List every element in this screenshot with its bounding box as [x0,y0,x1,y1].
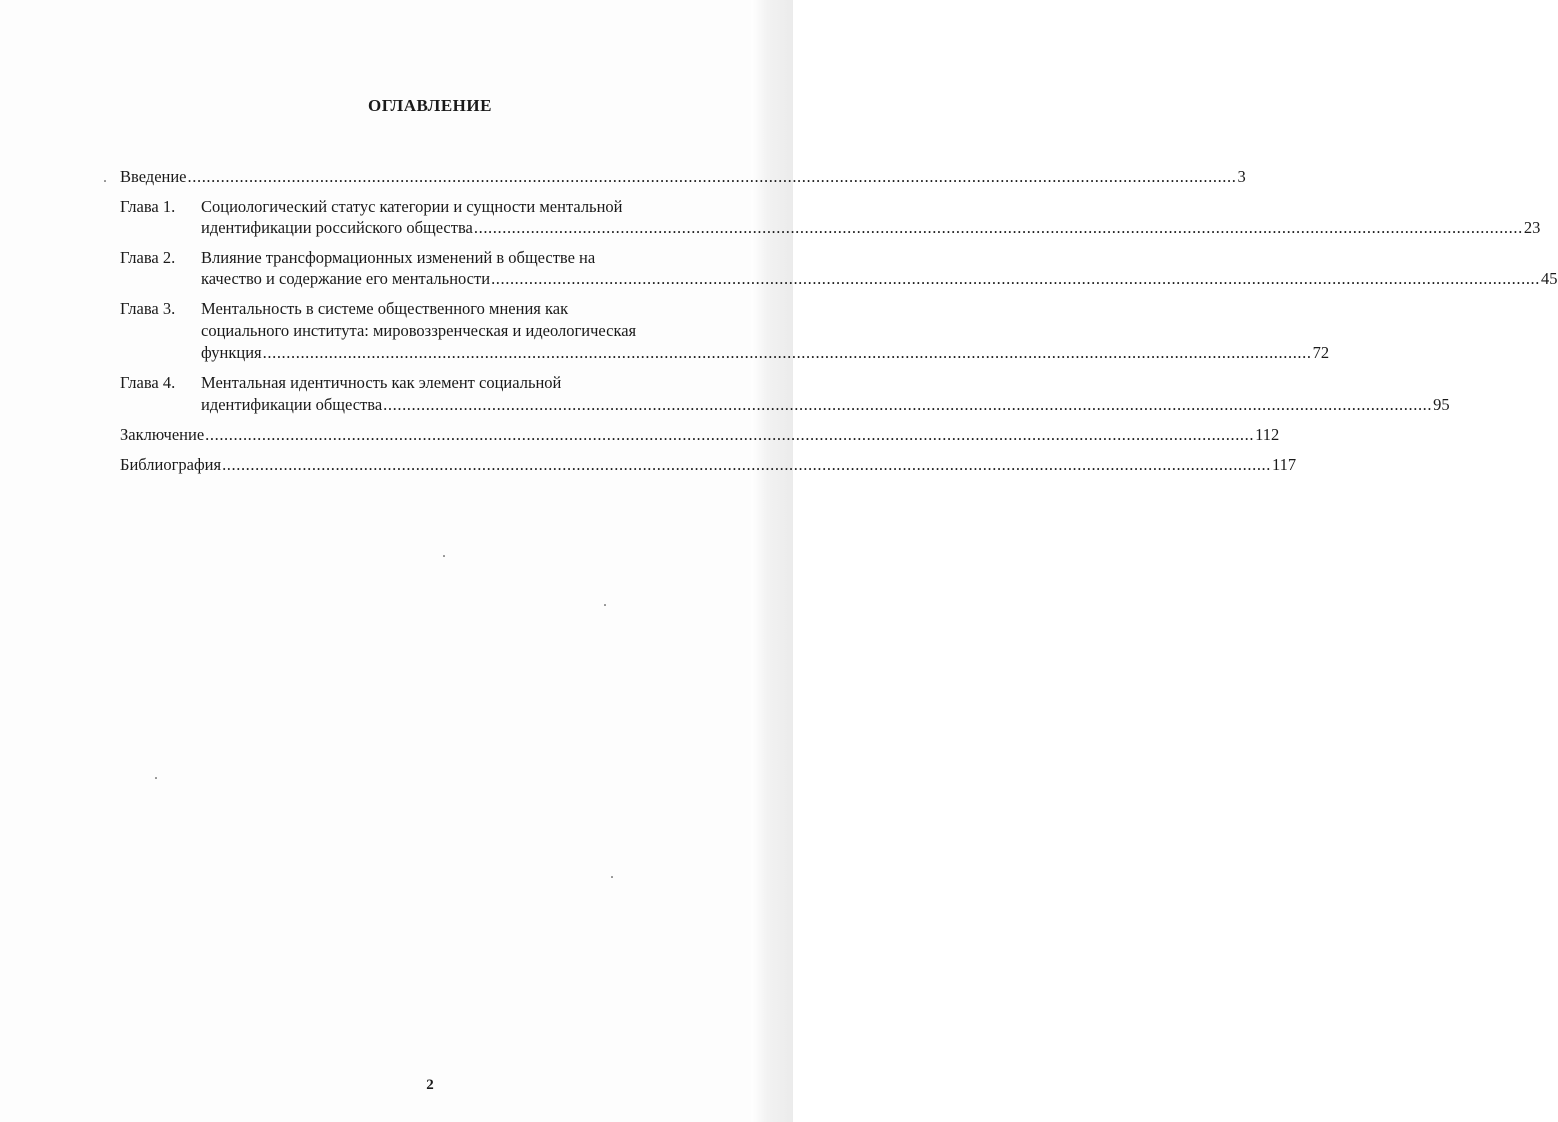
toc-entry-ch2 [201,269,1558,289]
toc-page-number: 45 [1541,269,1558,288]
toc-chapter-label: Глава 2. [120,248,176,267]
toc-entry-text: Заключение [120,425,205,444]
dot-leader: .............................................................................................................................................................................................................................. [383,395,1433,414]
toc-entry-ch1 [201,218,1541,238]
toc-page-number: 23 [1523,218,1541,237]
scan-speck [104,180,106,182]
dot-leader: .............................................................................................................................................................................................................................. [205,425,1255,444]
dot-leader: .............................................................................................................................................................................................................................. [473,218,1523,237]
toc-title: ОГЛАВЛЕНИЕ [368,96,492,115]
toc-chapter-label: Глава 4. [120,373,176,392]
toc-page-number: 95 [1433,395,1450,414]
dot-leader: .............................................................................................................................................................................................................................. [222,455,1272,474]
toc-entry-text: Влияние трансформационных изменений в обществе на [201,248,596,267]
toc-page-number: 72 [1312,343,1330,362]
dot-leader: .............................................................................................................................................................................................................................. [262,343,1312,362]
scan-speck [443,555,445,557]
toc-entry-bibliography [120,455,1297,475]
scan-speck [155,777,157,779]
dot-leader: .............................................................................................................................................................................................................................. [491,269,1541,288]
toc-entry-text: идентификации российского общества [201,218,473,237]
toc-page-number: 117 [1272,455,1297,474]
toc-entry-text: Введение [120,167,187,186]
toc-entry-text: функция [201,343,262,362]
toc-entry-text: Ментальная идентичность как элемент социальной [201,373,562,392]
toc-entry-text: качество и содержание его ментальности [201,269,491,288]
toc-entry-ch4 [201,395,1450,415]
toc-entry-text: идентификации общества [201,395,383,414]
toc-entry-text: социального института: мировоззренческая и идеологическая [201,321,637,340]
toc-page-number: 112 [1255,425,1280,444]
toc-page-number: 3 [1237,167,1246,186]
page-number: 2 [426,1077,434,1093]
toc-entry-ch3 [201,343,1330,363]
toc-entry-intro [120,167,1246,187]
scan-speck [611,876,613,878]
toc-chapter-label: Глава 3. [120,299,176,318]
toc-entry-text: Ментальность в системе общественного мнения как [201,299,569,318]
scan-speck [604,604,606,606]
toc-entry-text: Социологический статус категории и сущности ментальной [201,197,623,216]
toc-chapter-label: Глава 1. [120,197,176,216]
toc-entry-conclusion [120,425,1280,445]
dot-leader: .............................................................................................................................................................................................................................. [187,167,1237,186]
toc-entry-text: Библиография [120,455,222,474]
